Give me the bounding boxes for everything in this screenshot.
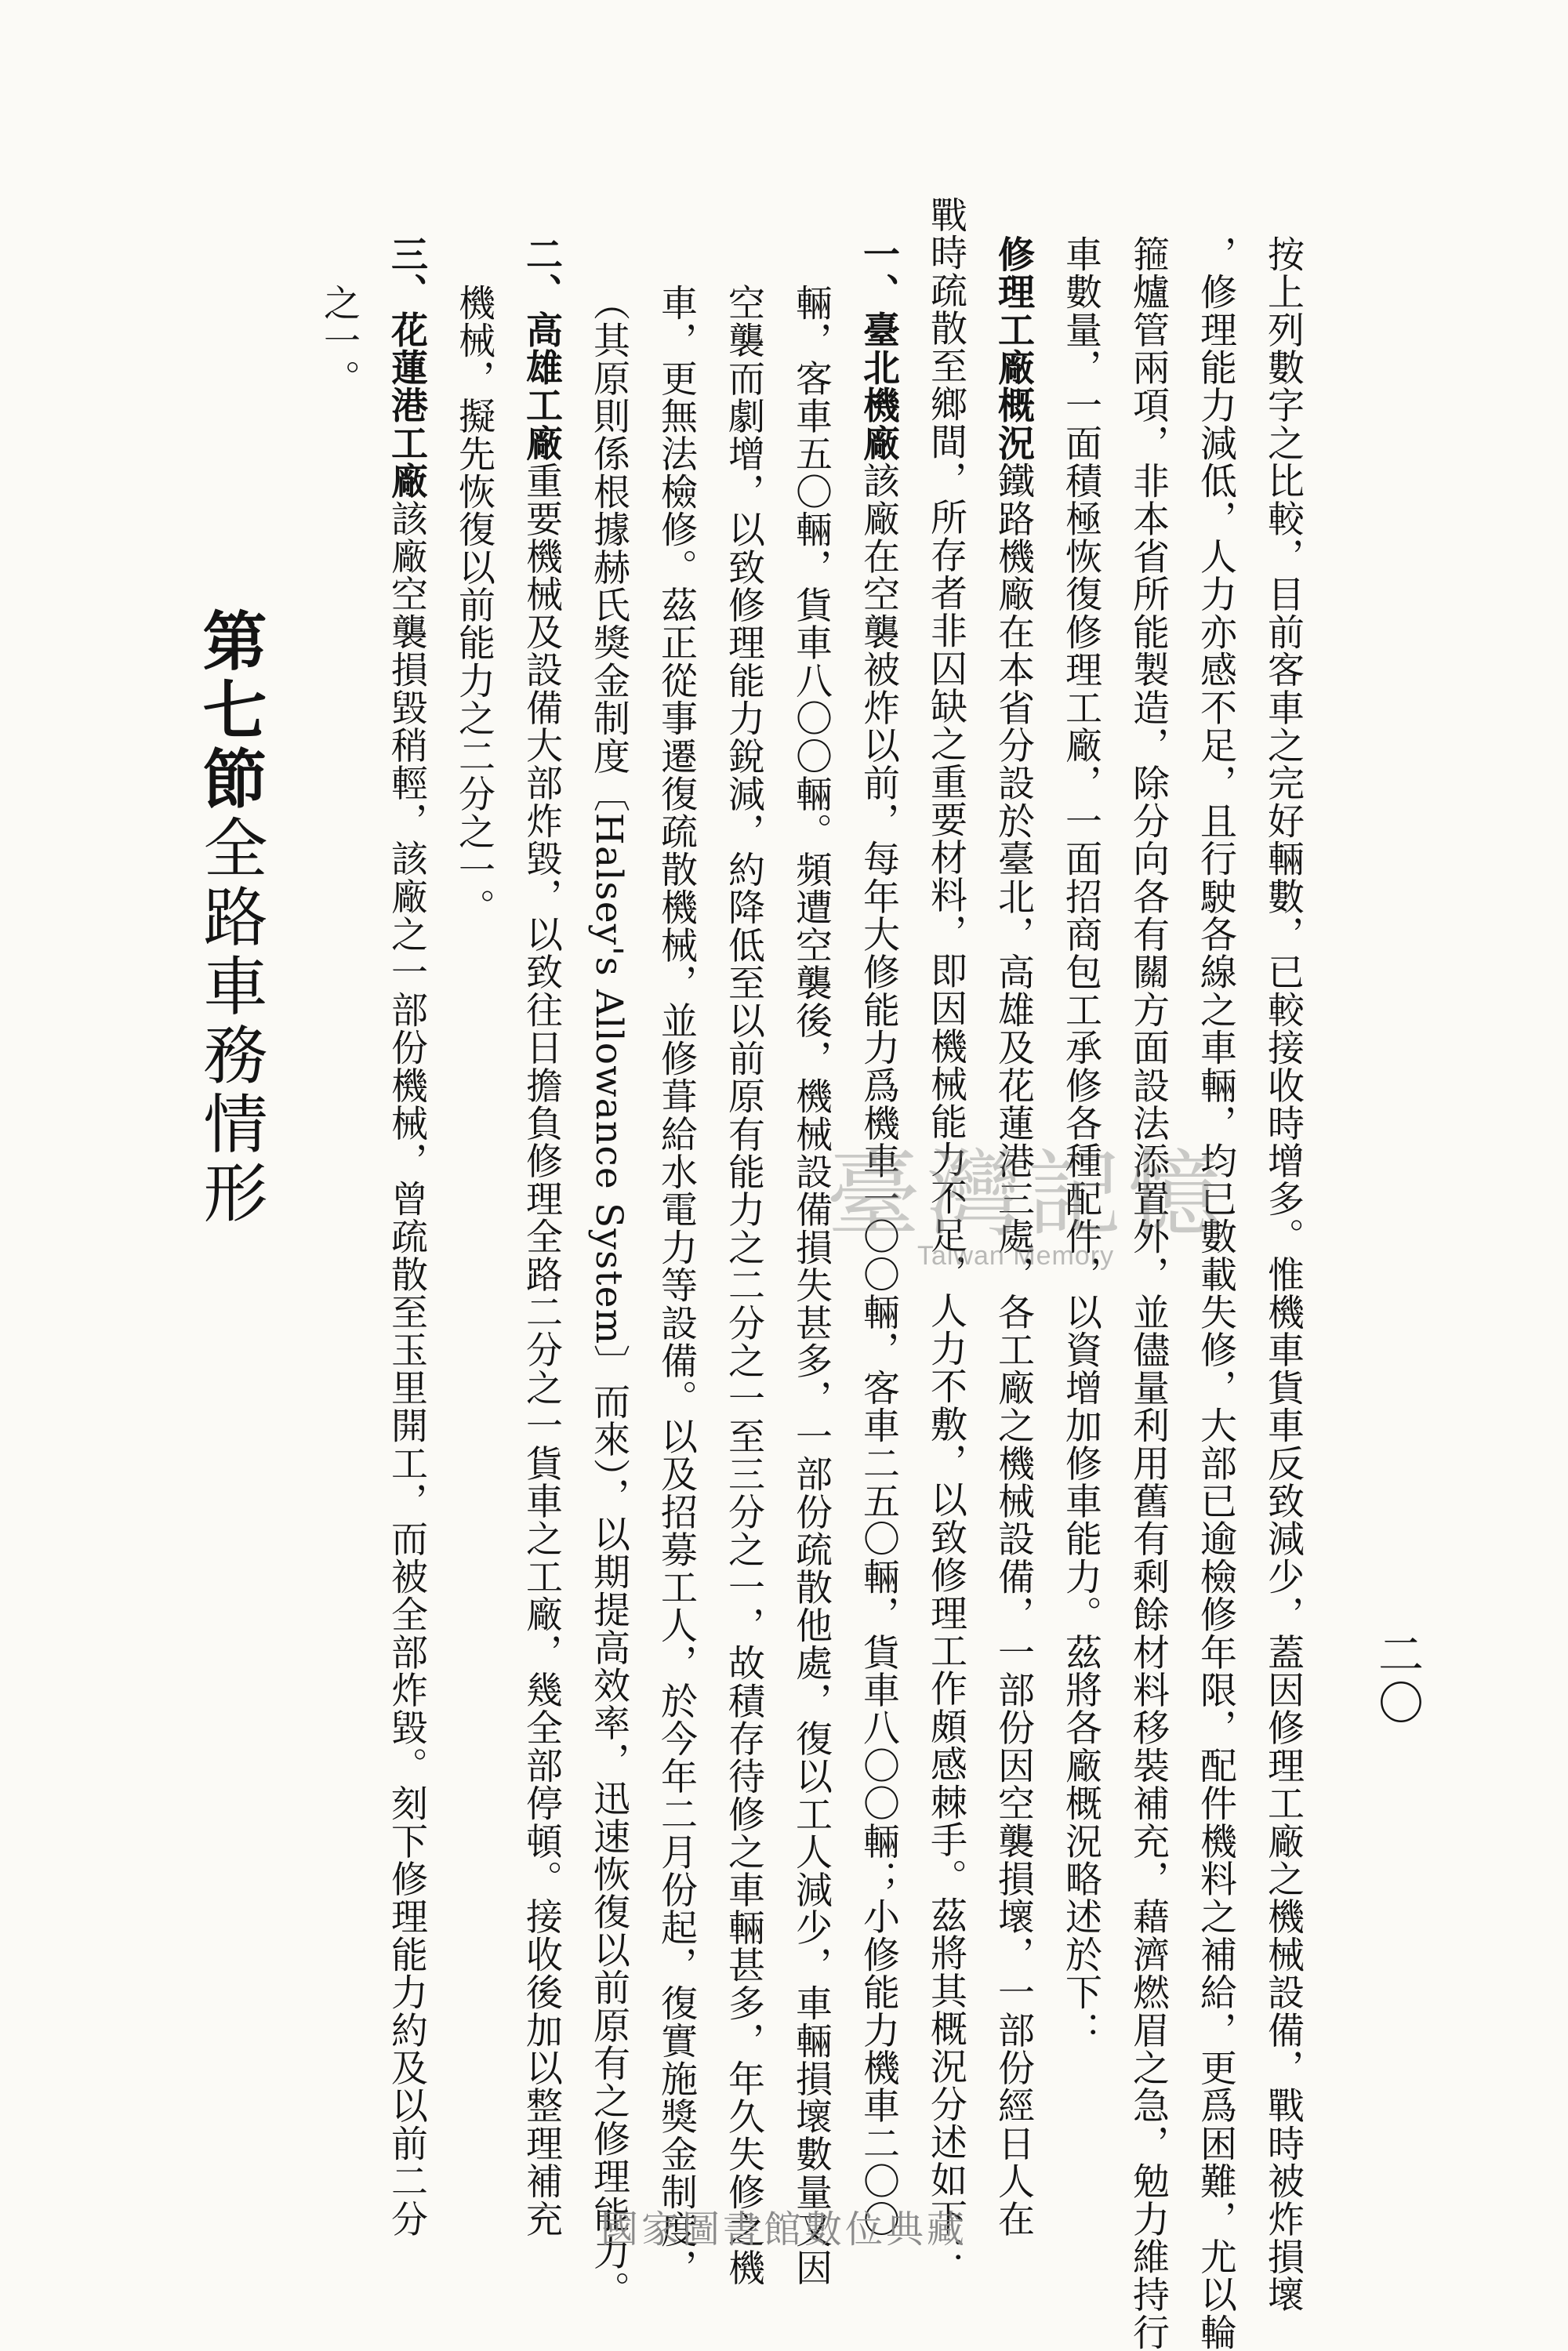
footer-archive-label: 國家圖書館數位典藏 [600,2208,967,2251]
text-line: 該廠空襲損毀稍輕，該廠之一部份機械，曾疏散至玉里開工，而被全部炸毀。刻下修理能力約及以前二分 [385,499,428,2238]
text-line: 機械，擬先恢復以前能力之二分之一。 [452,284,495,927]
text-line: 車數量，一面積極恢復修理工廠，一面招商包工承修各種配件，以資增加修車能力。茲將各廠概況略述於下： [1059,235,1102,2049]
text-line: （其原則係根據赫氏獎金制度〔Halsey's Allowance System〕而來），以期提高效率，迅速恢復以前原有之修理能力。 [587,284,630,2309]
text-line: 按上列數字之比較，目前客車之完好輛數，已較接收時增多。惟機車貨車反致減少，蓋因修理工廠之機械設備，戰時被炸損壞 [1261,235,1305,2313]
section-title [194,608,265,1228]
text-line: 輛，客車五〇輛，貨車八〇〇輛。頻遭空襲後，機械設備損失甚多，一部份疏散他處，復以工人減少，車輛損壞數量又因 [789,284,833,2287]
text-line: 鐵路機廠在本省分設於臺北，高雄及花蓮港三處，各工廠之機械設備，一部份因空襲損壞，一部份經日人在 [992,462,1035,2238]
text-line: ，修理能力減低，人力亦感不足，且行駛各線之車輛，均已數載失修，大部已逾檢修年限，配件機料之補給，更爲困難，尤以輪 [1194,235,1237,2351]
text-line: 箍爐管兩項，非本省所能製造，除分向各有關方面設法添置外，並儘量利用舊有剩餘材料移裝補充，藉濟燃眉之急，勉力維持行 [1127,235,1170,2351]
section-number: 第七節 [192,608,267,815]
hualien-heading: 三、花蓮港工廠 [385,235,428,500]
watermark-english-text: Taiwan Memory [917,1241,1115,1271]
text-line: 重要機械及設備大部炸毀，以致往日擔負修理全路二分之一貨車之工廠，幾全部停頓。接收後加以整理補充 [520,462,563,2238]
kaohsiung-heading-line [519,235,563,2238]
watermark-text: 臺灣記憶 [826,1141,1228,1250]
page-number: 二〇 [1370,1631,1424,1728]
text-line: 車，更無法檢修。茲正從事遷復疏散機械，並修葺給水電力等設備。以及招募工人，於今年二月份起，復實施獎金制度， [655,284,698,2287]
text-line: 戰時疏散至鄉間，所存者非囚缺之重要材料，即因機械能力不足，人力不敷，以致修理工作頗感棘手。茲將其概況分述如下： [924,196,967,2274]
taipei-heading: 一、臺北機廠 [857,235,900,463]
text-line: 之一。 [318,284,361,397]
text-line: 該廠在空襲被炸以前，每年大修能力爲機車一〇〇輛，客車二五〇輛，貨車八〇〇輛；小修能力機車二〇〇 [857,462,900,2238]
hualien-heading-line [384,235,428,2238]
workshop-heading-line [991,235,1035,2238]
workshop-heading: 修理工廠概況 [992,235,1035,463]
kaohsiung-heading: 二、高雄工廠 [520,235,563,463]
section-title-text: 全路車務情形 [193,815,267,1228]
text-line: 空襲而劇增，以致修理能力銳減，約降低至以前原有能力之二分之一至三分之一，故積存待修之車輛甚多，年久失修之機 [722,284,765,2287]
taipei-heading-line [856,235,900,2238]
